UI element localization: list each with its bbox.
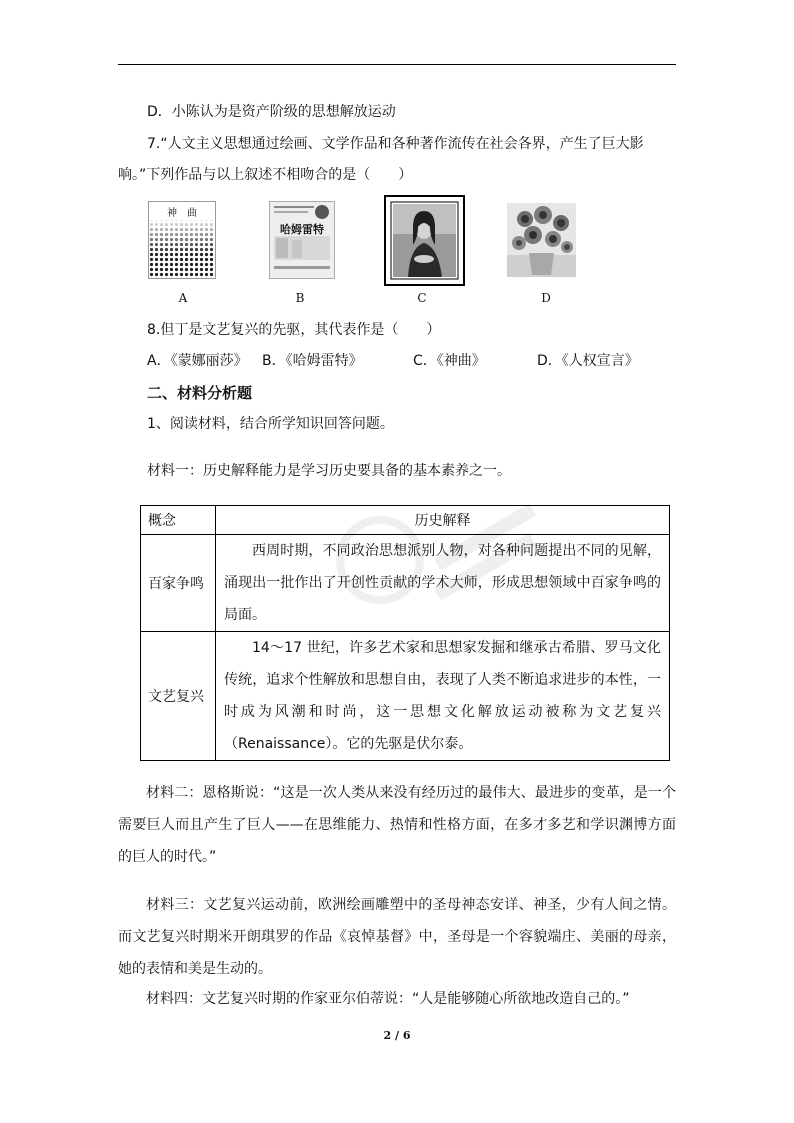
material-2: 材料二：恩格斯说：“这是一次人类从来没有经历过的最伟大、最进步的变革，是一个需要巨人而且产生了巨人——在思维能力、热情和性格方面，在多才多艺和学识渊博方面的巨人的时代。” (118, 785, 676, 865)
sq1-stem: 1、阅读材料，结合所学知识回答问题。 (147, 416, 394, 432)
concept-table (140, 505, 670, 761)
table-row (141, 535, 670, 632)
caption-a: A (178, 291, 188, 305)
table-cell-concept: 文艺复兴 (141, 632, 216, 761)
image-hamlet-cover (269, 201, 335, 279)
caption-c: C (417, 291, 427, 305)
image-sunflowers (507, 203, 576, 277)
material-1: 材料一：历史解释能力是学习历史要具备的基本素养之一。 (147, 463, 511, 479)
table-cell-explanation: 14～17 世纪，许多艺术家和思想家发掘和继承古希腊、罗马文化传统，追求个性解放和思想自由，表现了人类不断追求进步的本性，一时成为风潮和时尚，这一思想文化解放运动被称为文艺复兴（Renaissance）。它的先驱是伏尔泰。 (224, 640, 661, 752)
caption-d: D (541, 291, 551, 305)
table-row (141, 632, 670, 761)
image-mona-lisa (384, 195, 465, 286)
table-cell-explanation: 西周时期，不同政治思想派别人物，对各种问题提出不同的见解，涌现出一批作出了开创性贡献的学术大师，形成思想领域中百家争鸣的局面。 (224, 543, 661, 623)
table-header-row (141, 506, 670, 535)
table-header-concept: 概念 (141, 506, 216, 535)
q8-option-a: A．《蒙娜丽莎》 (147, 353, 248, 369)
q7-stem-line1: 7.“人文主义思想通过绘画、文学作品和各种著作流传在社会各界，产生了巨大影 (147, 136, 644, 152)
q7-stem-line2: 响。”下列作品与以上叙述不相吻合的是（ ） (118, 167, 413, 183)
table-header-explanation: 历史解释 (216, 506, 670, 535)
section-2-title: 二、材料分析题 (147, 384, 253, 402)
caption-b: B (295, 291, 305, 305)
book-b-title: 哈姆雷特 (280, 223, 324, 236)
book-a-title: 神 曲 (167, 208, 197, 219)
q8-option-c: C．《神曲》 (413, 353, 486, 369)
q6-option-d: D．小陈认为是资产阶级的思想解放运动 (147, 104, 396, 120)
table-cell-concept: 百家争鸣 (141, 535, 216, 632)
q8-option-b: B．《哈姆雷特》 (262, 353, 363, 369)
image-divine-comedy-cover (148, 201, 216, 279)
header-rule (118, 64, 676, 65)
q8-option-d: D．《人权宣言》 (537, 353, 639, 369)
material-3: 材料三：文艺复兴运动前，欧洲绘画雕塑中的圣母神态安详、神圣，少有人间之情。而文艺复兴时期米开朗琪罗的作品《哀悼基督》中，圣母是一个容貌端庄、美丽的母亲，她的表情和美是生动的。 (118, 897, 676, 977)
q8-stem: 8.但丁是文艺复兴的先驱，其代表作是（ ） (147, 322, 441, 338)
page-number: 2 / 6 (383, 1029, 411, 1042)
material-4: 材料四：文艺复兴时期的作家亚尔伯蒂说：“人是能够随心所欲地改造自己的。” (146, 991, 630, 1007)
